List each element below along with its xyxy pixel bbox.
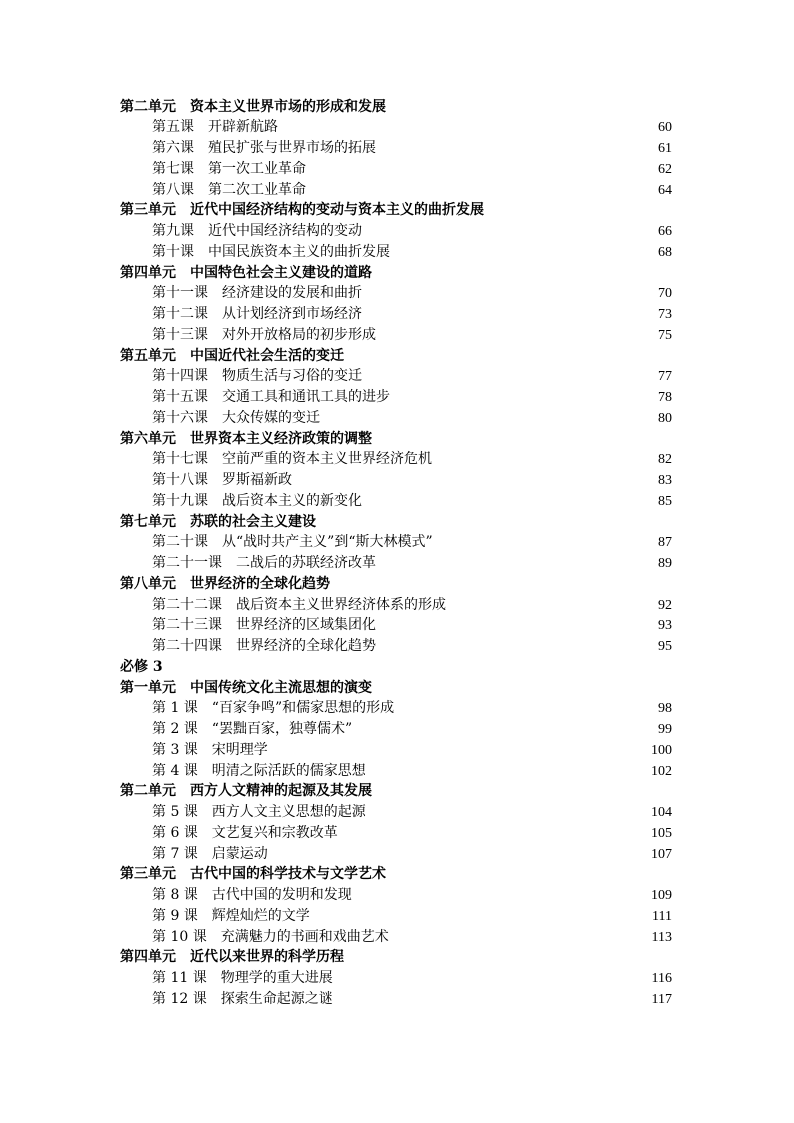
lesson-title: 第 1 课 “百家争鸣”和儒家思想的形成	[152, 700, 395, 717]
toc-lesson-entry	[152, 491, 794, 512]
toc-lesson-entry	[152, 366, 794, 387]
toc-lesson-entry	[152, 387, 794, 408]
toc-lesson-entry	[152, 221, 794, 242]
lesson-title: 第十一课 经济建设的发展和曲折	[152, 285, 362, 302]
lesson-title: 第十七课 空前严重的资本主义世界经济危机	[152, 451, 432, 468]
page-number: 95	[658, 639, 672, 654]
page-number: 99	[658, 722, 672, 737]
page-number: 111	[652, 908, 672, 924]
toc-unit-heading: 第六单元 世界资本主义经济政策的调整	[120, 430, 372, 447]
toc-unit-heading: 第三单元 近代中国经济结构的变动与资本主义的曲折发展	[120, 202, 484, 219]
page-number: 82	[658, 452, 672, 468]
page-number: 102	[651, 763, 672, 779]
toc-lesson-entry	[152, 761, 794, 782]
page-number: 116	[651, 971, 672, 986]
page-number: 107	[651, 846, 672, 862]
page-number: 87	[658, 535, 672, 551]
lesson-title: 第 2 课 “罢黜百家，独尊儒术”	[152, 721, 353, 737]
toc-unit-heading: 第三单元 古代中国的科学技术与文学艺术	[120, 866, 386, 883]
toc-lesson-entry	[152, 906, 794, 927]
page-number: 89	[658, 556, 672, 571]
lesson-title: 第十六课 大众传媒的变迁	[152, 409, 320, 426]
lesson-title: 第五课 开辟新航路	[152, 119, 278, 136]
lesson-title: 第十四课 物质生活与习俗的变迁	[152, 368, 362, 385]
page-number: 78	[658, 390, 672, 405]
toc-unit-heading: 第二单元 资本主义世界市场的形成和发展	[120, 98, 386, 115]
lesson-title: 第十九课 战后资本主义的新变化	[152, 492, 362, 509]
lesson-title: 第 8 课 古代中国的发明和发现	[152, 887, 352, 903]
page-number: 93	[658, 618, 672, 634]
page-number: 66	[658, 224, 672, 239]
lesson-title: 第二十二课 战后资本主义世界经济体系的形成	[152, 596, 446, 613]
toc-unit-heading: 第七单元 苏联的社会主义建设	[120, 513, 316, 530]
lesson-title: 第 5 课 西方人文主义思想的起源	[152, 804, 366, 820]
toc-lesson-entry	[152, 180, 794, 201]
toc-lesson-entry	[152, 304, 794, 325]
lesson-title: 第 3 课 宋明理学	[152, 741, 268, 758]
page-number: 73	[658, 307, 672, 322]
lesson-title: 第七课 第一次工业革命	[152, 160, 306, 177]
lesson-title: 第 11 课 物理学的重大进展	[152, 970, 333, 986]
lesson-title: 第 6 课 文艺复兴和宗教改革	[152, 824, 338, 841]
toc-lesson-entry	[152, 844, 794, 865]
toc-lesson-entry	[152, 138, 794, 159]
toc-lesson-entry	[152, 242, 794, 263]
toc-unit-heading: 第五单元 中国近代社会生活的变迁	[120, 347, 344, 364]
lesson-title: 第六课 殖民扩张与世界市场的拓展	[152, 140, 376, 156]
toc-lesson-entry	[152, 636, 794, 657]
lesson-title: 第 7 课 启蒙运动	[152, 845, 268, 862]
lesson-title: 第二十三课 世界经济的区域集团化	[152, 617, 376, 634]
page-number: 80	[658, 410, 672, 426]
toc-lesson-entry	[152, 159, 794, 180]
toc-lesson-entry	[152, 615, 794, 636]
toc-lesson-entry	[152, 532, 794, 553]
lesson-title: 第八课 第二次工业革命	[152, 181, 306, 198]
page-number: 61	[658, 141, 672, 156]
lesson-title: 第 12 课 探索生命起源之谜	[152, 990, 333, 1007]
lesson-title: 第十课 中国民族资本主义的曲折发展	[152, 243, 390, 260]
lesson-title: 第二十四课 世界经济的全球化趋势	[152, 638, 376, 654]
page-number: 109	[651, 888, 672, 903]
page-number: 113	[651, 929, 672, 945]
toc-lesson-entry	[152, 470, 794, 491]
lesson-title: 第十二课 从计划经济到市场经济	[152, 306, 362, 322]
page-number: 105	[651, 825, 672, 841]
toc-unit-heading: 第四单元 中国特色社会主义建设的道路	[120, 264, 372, 281]
page-number: 62	[658, 161, 672, 177]
toc-lesson-entry	[152, 719, 794, 740]
toc-unit-heading: 第四单元 近代以来世界的科学历程	[120, 949, 344, 966]
page-number: 104	[651, 805, 672, 820]
lesson-title: 第 10 课 充满魅力的书画和戏曲艺术	[152, 928, 389, 945]
toc-lesson-entry	[152, 927, 794, 948]
page-number: 70	[658, 286, 672, 302]
page-number: 75	[658, 327, 672, 343]
page-number: 64	[658, 182, 672, 198]
page-number: 117	[651, 991, 672, 1007]
toc-section-heading: 必修 3	[120, 658, 163, 675]
lesson-title: 第九课 近代中国经济结构的变动	[152, 223, 362, 239]
page-number: 85	[658, 493, 672, 509]
page-number: 83	[658, 473, 672, 488]
lesson-title: 第十三课 对外开放格局的初步形成	[152, 326, 376, 343]
page-number: 98	[658, 701, 672, 717]
toc-unit-heading: 第八单元 世界经济的全球化趋势	[120, 575, 330, 592]
page-number: 68	[658, 244, 672, 260]
toc-lesson-entry	[152, 989, 794, 1010]
toc-lesson-entry	[152, 968, 794, 989]
lesson-title: 第二十一课 二战后的苏联经济改革	[152, 555, 376, 571]
toc-lesson-entry	[152, 117, 794, 138]
toc-unit-heading: 第二单元 西方人文精神的起源及其发展	[120, 783, 372, 800]
toc-lesson-entry	[152, 553, 794, 574]
toc-lesson-entry	[152, 595, 794, 616]
lesson-title: 第二十课 从“战时共产主义”到“斯大林模式”	[152, 534, 433, 551]
toc-lesson-entry	[152, 408, 794, 429]
toc-lesson-entry	[152, 740, 794, 761]
toc-lesson-entry	[152, 802, 794, 823]
page-number: 92	[658, 597, 672, 613]
lesson-title: 第十八课 罗斯福新政	[152, 472, 292, 488]
lesson-title: 第 9 课 辉煌灿烂的文学	[152, 907, 310, 924]
lesson-title: 第十五课 交通工具和通讯工具的进步	[152, 389, 390, 405]
toc-lesson-entry	[152, 283, 794, 304]
toc-lesson-entry	[152, 823, 794, 844]
page-number: 100	[651, 742, 672, 758]
page-number: 60	[658, 120, 672, 136]
lesson-title: 第 4 课 明清之际活跃的儒家思想	[152, 762, 366, 779]
page-number: 77	[658, 369, 672, 385]
toc-lesson-entry	[152, 325, 794, 346]
toc-lesson-entry	[152, 885, 794, 906]
toc-lesson-entry	[152, 698, 794, 719]
toc-unit-heading: 第一单元 中国传统文化主流思想的演变	[120, 679, 372, 696]
toc-lesson-entry	[152, 449, 794, 470]
